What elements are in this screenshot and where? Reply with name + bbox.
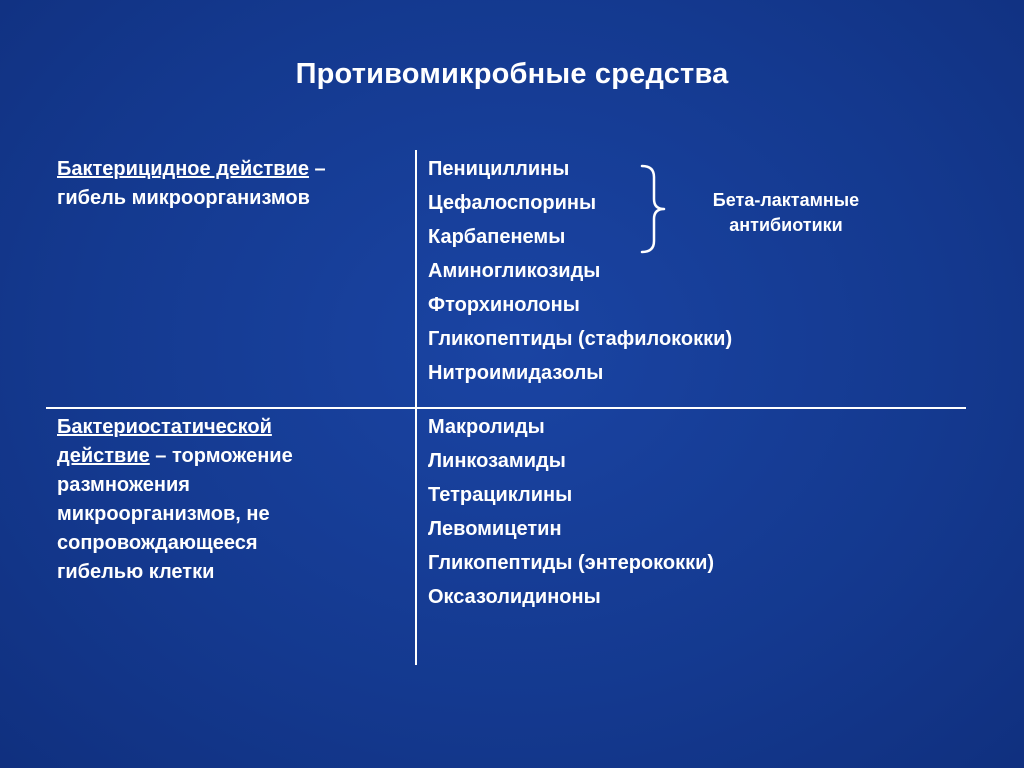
bactericidal-dash: –	[308, 158, 326, 180]
list-item: Левомицетин	[428, 518, 562, 540]
list-item: Гликопептиды (стафилококки)	[428, 328, 733, 350]
table-horizontal-divider	[46, 407, 966, 409]
bacteriostatic-definition-line4: сопровождающееся	[57, 532, 258, 554]
list-item: Линкозамиды	[428, 450, 566, 472]
list-item: Оксазолидиноны	[428, 586, 601, 608]
bacteriostatic-definition-line2: размножения	[57, 474, 190, 496]
bactericidal-description	[57, 155, 407, 213]
beta-lactam-group-label	[686, 188, 886, 238]
bacteriostatic-term-line1: Бактериостатической	[57, 416, 272, 438]
group-label-line1: Бета-лактамные	[712, 190, 860, 210]
list-item: Пенициллины	[428, 158, 570, 180]
bactericidal-definition: гибель микроорганизмов	[57, 187, 310, 209]
curly-brace-icon	[638, 163, 678, 255]
bacteriostatic-definition-line5: гибелью клетки	[57, 561, 215, 583]
group-label-line2: антибиотики	[729, 215, 843, 235]
list-item: Карбапенемы	[428, 226, 566, 248]
list-item: Макролиды	[428, 416, 545, 438]
bacteriostatic-description	[57, 413, 407, 587]
bacteriostatic-drug-list	[428, 410, 714, 614]
list-item: Аминогликозиды	[428, 260, 601, 282]
list-item: Нитроимидазолы	[428, 362, 604, 384]
bacteriostatic-definition-line3: микроорганизмов, не	[57, 503, 270, 525]
list-item: Цефалоспорины	[428, 192, 597, 214]
list-item: Фторхинолоны	[428, 294, 580, 316]
bacteriostatic-definition-line1: – торможение	[149, 445, 293, 467]
bactericidal-term: Бактерицидное действие	[57, 158, 309, 180]
list-item: Гликопептиды (энтерококки)	[428, 552, 715, 574]
slide-title: Противомикробные средства	[295, 58, 729, 90]
list-item: Тетрациклины	[428, 484, 573, 506]
bacteriostatic-term-line2: действие	[57, 445, 150, 467]
